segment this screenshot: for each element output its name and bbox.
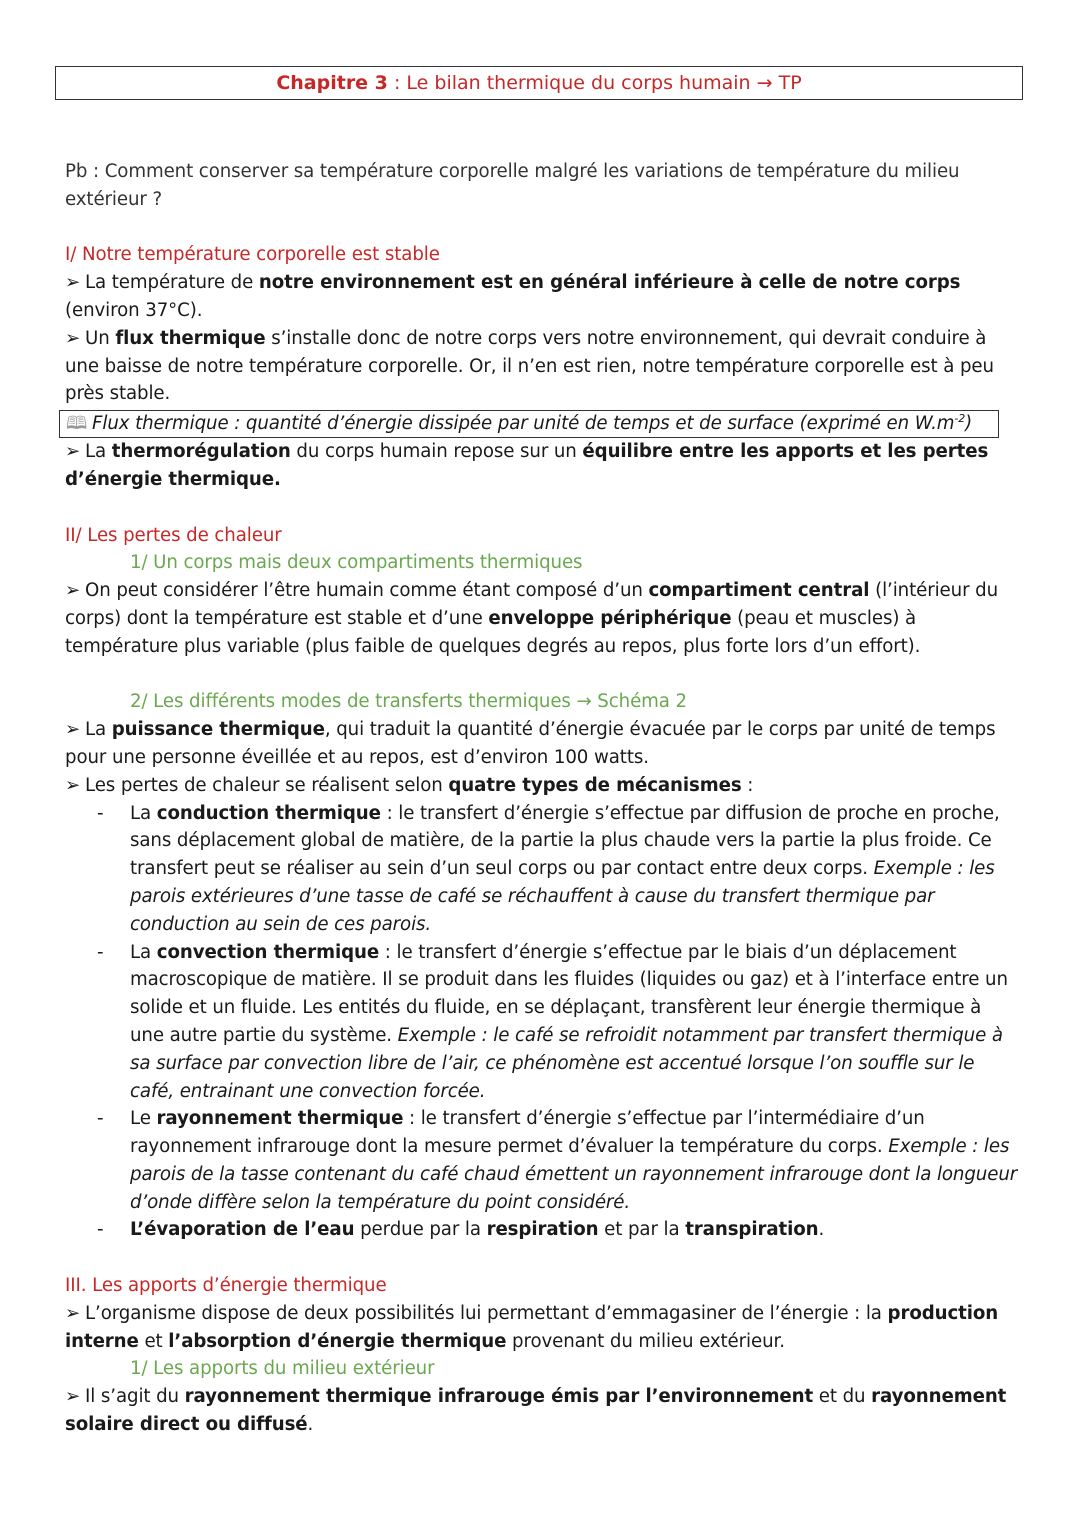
section-2-subheading-2: 2/ Les différents modes de transferts thermiques → Schéma 2 [130, 691, 687, 713]
section-1-bullet-3: ➢ La thermorégulation du corps humain repose sur un équilibre entre les apports et les pertes d’énergie thermique. [65, 438, 1020, 494]
list-item: - Le rayonnement thermique : le transfert d’énergie s’effectue par l’intermédiaire d’un rayonnement infrarouge dont la mesure permet d’évaluer la température du corps. Exemple : les parois de la tasse contenant du café chaud émettent un rayonnement infrarouge dont la longueur d’onde diffère selon la température du point considéré. [97, 1108, 1018, 1213]
chapter-title: : Le bilan thermique du corps humain → TP [387, 72, 802, 94]
chapter-title-box [55, 66, 1023, 100]
arrow-bullet-icon: ➢ [65, 580, 81, 602]
list-item: - La convection thermique : le transfert d’énergie s’effectue par le biais d’un déplacement macroscopique de matière. Il se produit dans les fluides (liquides ou gaz) et à l’interface entre un solide et un fluide. Les entités du fluide, en se déplaçant, transfèrent leur énergie thermique à une autre partie du système. Exemple : le café se refroidit notamment par transfert thermique à sa surface par convection libre de l’air, ce phénomène est accentué lorsque l’on souffle sur le café, entrainant une convection forcée. [97, 941, 1008, 1102]
section-2-subheading-1: 1/ Un corps mais deux compartiments thermiques [130, 552, 583, 574]
section-3-subheading-1: 1/ Les apports du milieu extérieur [130, 1358, 435, 1380]
section-3-bullet-2: ➢ Il s’agit du rayonnement thermique infrarouge émis par l’environnement et du rayonnement solaire direct ou diffusé. [65, 1383, 1020, 1439]
section-2-heading: II/ Les pertes de chaleur [65, 524, 282, 546]
list-item: - L’évaporation de l’eau perdue par la respiration et par la transpiration. [97, 1219, 825, 1241]
arrow-bullet-icon: ➢ [65, 1386, 81, 1408]
arrow-bullet-icon: ➢ [65, 1302, 81, 1324]
section-3-bullet-1: ➢ L’organisme dispose de deux possibilités lui permettant d’emmagasiner de l’énergie : la production interne et l’absorption d’énergie thermique provenant du milieu extérieur. [65, 1300, 1020, 1356]
arrow-bullet-icon: ➢ [65, 719, 81, 741]
book-icon: 🕮 [66, 413, 88, 435]
section-2-bullet-2: ➢ La puissance thermique, qui traduit la quantité d’énergie évacuée par le corps par unité de temps pour une personne éveillée et au repos, est d’environ 100 watts. [65, 716, 1020, 772]
problem-statement: Pb : Comment conserver sa température corporelle malgré les variations de température du milieu extérieur ? [65, 161, 960, 210]
section-3-heading: III. Les apports d’énergie thermique [65, 1275, 387, 1297]
section-1-heading: I/ Notre température corporelle est stable [65, 244, 440, 266]
section-2-bullet-3: ➢ Les pertes de chaleur se réalisent selon quatre types de mécanismes : [65, 772, 1020, 800]
arrow-bullet-icon: ➢ [65, 774, 81, 796]
list-item: - La conduction thermique : le transfert d’énergie s’effectue par diffusion de proche en proche, sans déplacement global de matière, de la partie la plus chaude vers la partie la plus froide. Ce transfert peut se réaliser au sein d’un seul corps ou par contact entre deux corps. Exemple : les parois extérieures d’une tasse de café se réchauffent à cause du transfert thermique par conduction au sein de ces parois. [97, 802, 1000, 935]
arrow-bullet-icon: ➢ [65, 272, 81, 294]
section-2-bullet-1: ➢ On peut considérer l’être humain comme étant composé d’un compartiment central (l’intérieur du corps) dont la température est stable et d’une enveloppe périphérique (peau et muscles) à température plus variable (plus faible de quelques degrés au repos, plus forte lors d’un effort). [65, 577, 1020, 660]
section-1-bullet-1: ➢ La température de notre environnement est en général inférieure à celle de notre corps (environ 37°C). [65, 269, 1020, 325]
arrow-bullet-icon: ➢ [65, 441, 81, 463]
chapter-number: Chapitre 3 [276, 72, 388, 94]
definition-box: 🕮 Flux thermique : quantité d’énergie dissipée par unité de temps et de surface (exprimé en $W.m^{-2}$) [59, 410, 999, 438]
definition-text: Flux thermique : quantité d’énergie dissipée par unité de temps et de surface (exprimé en W.m [92, 413, 955, 435]
arrow-bullet-icon: ➢ [65, 327, 81, 349]
section-1-bullet-2: ➢ Un flux thermique s’installe donc de notre corps vers notre environnement, qui devrait conduire à une baisse de notre température corporelle. Or, il n’en est rien, notre température corporelle est à peu près stable. [65, 325, 1020, 408]
mechanisms-list [65, 800, 1020, 1245]
document-body [65, 158, 1020, 1439]
